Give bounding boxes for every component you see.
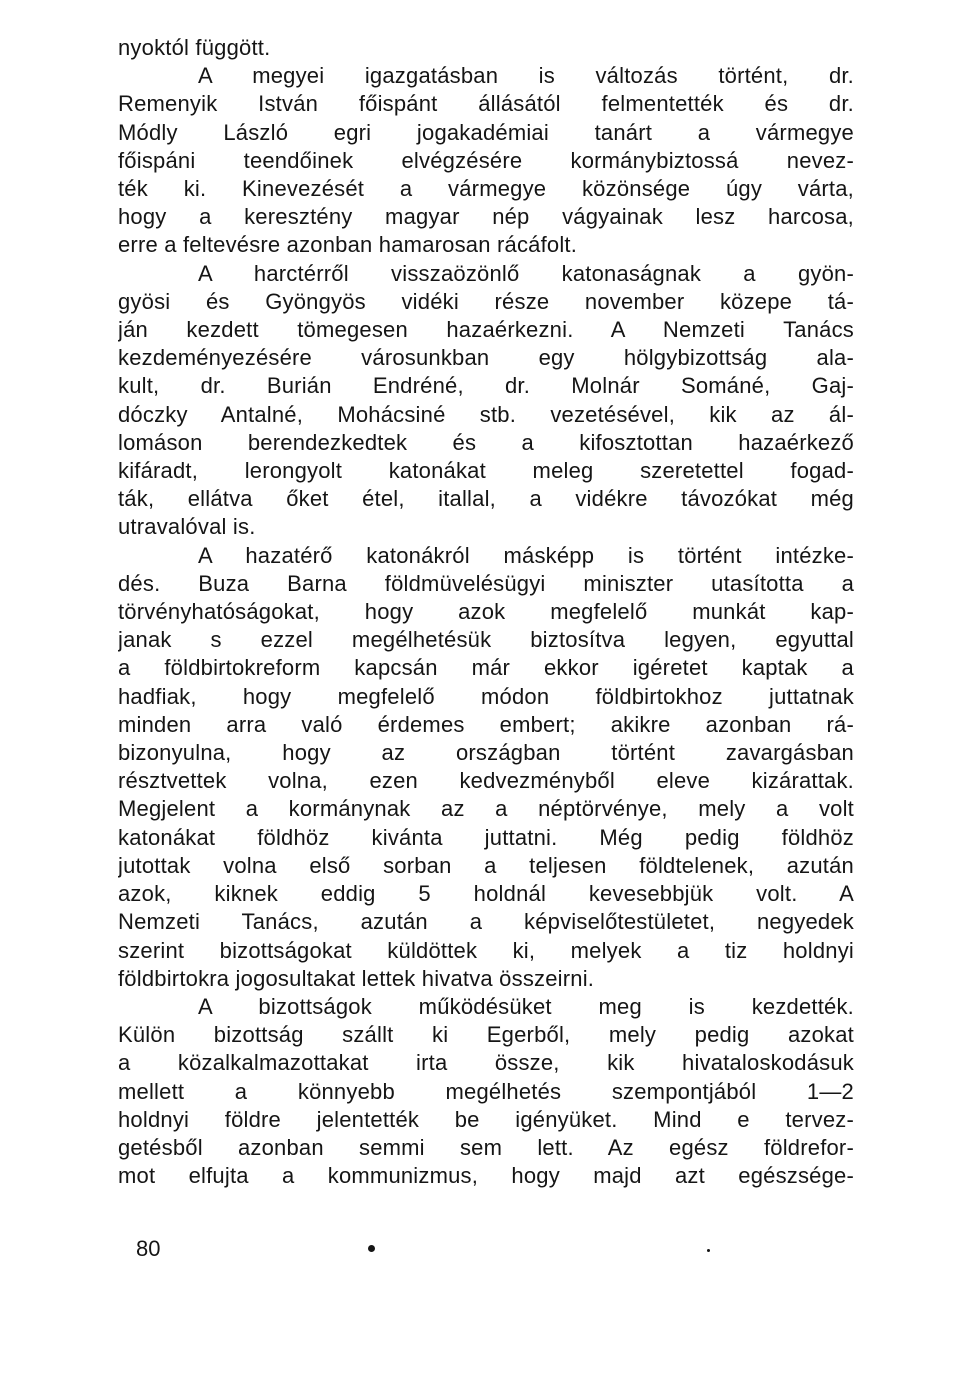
text-line: bizonyulna, hogy az országban történt zavargásban: [118, 740, 854, 766]
text-line: getésből azonban semmi sem lett. Az egész földrefor-: [118, 1134, 854, 1160]
text-line: holdnyi földre jelentették be igényüket. Mind e tervez-: [118, 1106, 854, 1132]
text-line: Nemzeti Tanács, azután a képviselőtestületet, negyedek: [118, 909, 854, 935]
text-line: mellett a könnyebb megélhetés szempontjából 1—2: [118, 1078, 854, 1104]
text-line: Remenyik István főispánt állásától felmentették és dr.: [118, 91, 854, 117]
text-line: janak s ezzel megélhetésük biztosítva legyen, egyuttal: [118, 627, 854, 653]
print-speck: [368, 1245, 375, 1252]
text-line: ték ki. Kinevezését a vármegye közönsége úgy várta,: [118, 176, 854, 202]
text-line: törvényhatóságokat, hogy azok megfelelő munkát kap-: [118, 599, 854, 625]
text-line: főispáni teendőinek elvégzésére kormánybiztossá nevez-: [118, 147, 854, 173]
text-line: azok, kiknek eddig 5 holdnál kevesebbjük volt. A: [118, 881, 854, 907]
text-line: A bizottságok működésüket meg is kezdették.: [198, 993, 854, 1019]
text-line: A harctérről visszaözönlő katonaságnak a gyön-: [198, 260, 854, 286]
text-line: Megjelent a kormánynak az a néptörvénye, mely a volt: [118, 796, 854, 822]
text-line: lomáson berendezkedtek és a kifosztottan hazaérkező: [118, 429, 854, 455]
text-line: nyoktól függött.: [118, 35, 271, 60]
text-line: dés. Buza Barna földmüvelésügyi miniszter utasította a: [118, 570, 854, 596]
text-line: ták, ellátva őket étel, itallal, a vidékre távozókat még: [118, 486, 854, 512]
text-line: dóczky Antalné, Mohácsiné stb. vezetésével, kik az ál-: [118, 401, 854, 427]
text-line: ján kezdett tömegesen hazaérkezni. A Nemzeti Tanács: [118, 317, 854, 343]
text-line: résztvettek volna, ezen kedvezményből eleve kizárattak.: [118, 768, 854, 794]
text-line: Külön bizottság szállt ki Egerből, mely pedig azokat: [118, 1022, 854, 1048]
text-line: A hazatérő katonákról másképp is történt intézke-: [198, 542, 854, 568]
text-line: a földbirtokreform kapcsán már ekkor igéretet kaptak a: [118, 655, 854, 681]
body-text: [118, 34, 854, 1190]
text-line: hadfiak, hogy megfelelő módon földbirtokhoz juttatnak: [118, 683, 854, 709]
text-line: A megyei igazgatásban is változás történt, dr.: [198, 63, 854, 89]
text-line: erre a feltevésre azonban hamarosan rácáfolt.: [118, 232, 578, 258]
text-line: földbirtokra jogosultakat lettek hivatva összeirni.: [118, 965, 595, 991]
text-line: kult, dr. Burián Endréné, dr. Molnár Sománé, Gaj-: [118, 373, 854, 399]
text-line: a közalkalmazottakat irta össze, kik hivataloskodásuk: [118, 1050, 854, 1076]
text-line: hogy a keresztény magyar nép vágyainak lesz harcosa,: [118, 204, 854, 230]
text-line: gyösi és Gyöngyös vidéki része november közepe tá-: [118, 288, 854, 314]
page-number: 80: [136, 1236, 161, 1261]
text-line: kifáradt, lerongyolt katonákat meleg szeretettel fogad-: [118, 458, 854, 484]
print-speck: [707, 1249, 710, 1252]
text-line: Módly László egri jogakadémiai tanárt a vármegye: [118, 119, 854, 145]
text-line: kezdeményezésére városunkban egy hölgybizottság ala-: [118, 345, 854, 371]
text-line: utravalóval is.: [118, 514, 256, 540]
page-footer: [136, 1236, 736, 1266]
text-line: minden arra való érdemes embert; akikre azonban rá-: [118, 711, 854, 737]
text-line: jutottak volna első sorban a teljesen földtelenek, azután: [118, 852, 854, 878]
text-line: katonákat földhöz kivánta juttatni. Még pedig földhöz: [118, 824, 854, 850]
text-line: szerint bizottságokat küldöttek ki, melyek a tiz holdnyi: [118, 937, 854, 963]
text-line: mot elfujta a kommunizmus, hogy majd azt egészsége-: [118, 1163, 854, 1189]
